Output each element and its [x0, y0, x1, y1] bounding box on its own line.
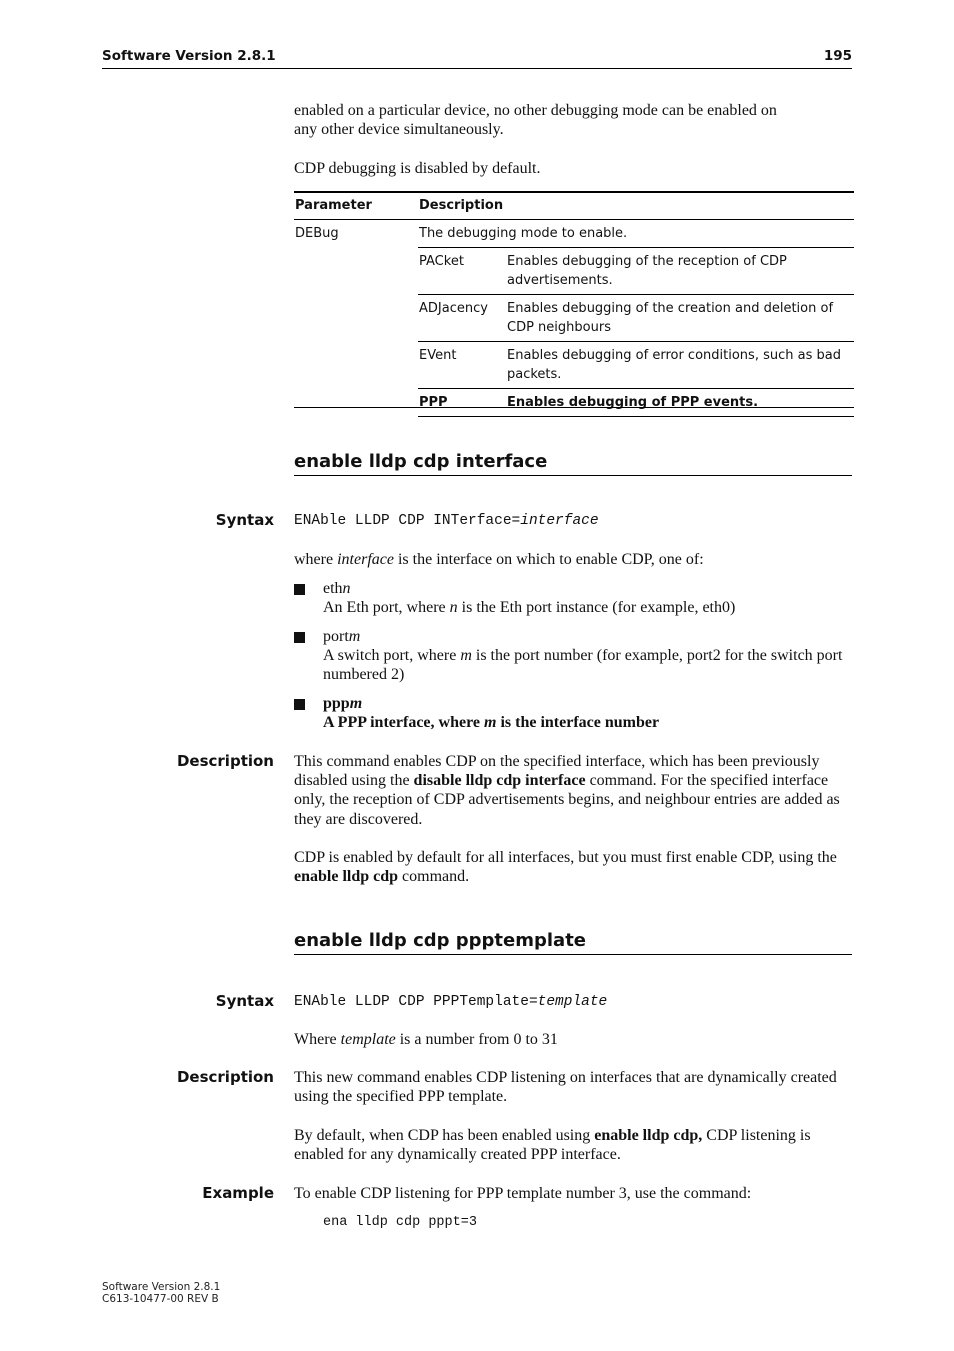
col-header-description: Description [418, 192, 854, 220]
param-desc: The debugging mode to enable. [419, 226, 628, 241]
option-desc: Enables debugging of error conditions, such as bad packets. [506, 342, 854, 389]
example-text: To enable CDP listening for PPP template number 3, use the command: [294, 1185, 752, 1202]
example-label: Example [202, 1184, 274, 1202]
parameter-table [294, 191, 854, 417]
syntax-command: ENAble LLDP CDP INTerface=interface [294, 513, 599, 529]
description-paragraph: By default, when CDP has been enabled using enable lldp cdp, CDP listening is enabled for any dynamically created PPP interface. [294, 1127, 811, 1164]
description-paragraph: CDP is enabled by default for all interfaces, but you must first enable CDP, using the enable lldp cdp command. [294, 849, 837, 886]
bullet-marker [294, 584, 305, 595]
where-text: where interface is the interface on which to enable CDP, one of: [294, 551, 704, 568]
syntax-label: Syntax [215, 992, 274, 1010]
syntax-label: Syntax [215, 511, 274, 529]
list-item: portm A switch port, where m is the port number (for example, port2 for the switch port numbered 2) [323, 628, 843, 684]
header-rule [102, 68, 852, 69]
col-header-parameter: Parameter [294, 192, 418, 220]
bullet-marker [294, 699, 305, 710]
footer: Software Version 2.8.1 C613-10477-00 REV B [102, 1281, 221, 1305]
intro-paragraph: enabled on a particular device, no other debugging mode can be enabled on any other device simultaneously. [294, 102, 777, 139]
example-command: ena lldp cdp pppt=3 [323, 1215, 477, 1230]
option-desc: Enables debugging of PPP events. [506, 389, 854, 417]
list-item: pppm A PPP interface, where m is the interface number [323, 695, 660, 732]
list-item: ethn An Eth port, where n is the Eth port instance (for example, eth0) [323, 580, 736, 617]
table-row [294, 220, 854, 248]
description-paragraph: This new command enables CDP listening on interfaces that are dynamically created using the specified PPP template. [294, 1069, 837, 1106]
page-number: 195 [823, 48, 852, 64]
option-name: PPP [418, 389, 506, 417]
description-paragraph: This command enables CDP on the specified interface, which has been previously disabled using the disable lldp cdp interface command. For the specified interface only, the reception of CDP advertisements begins, and neighbour entries are added as they are discovered. [294, 753, 840, 828]
default-note: CDP debugging is disabled by default. [294, 160, 541, 177]
option-desc: Enables debugging of the reception of CDP advertisements. [506, 248, 854, 295]
section-heading-ppptemplate: enable lldp cdp ppptemplate [294, 930, 852, 955]
running-header-title: Software Version 2.8.1 [102, 48, 276, 64]
description-label: Description [176, 752, 274, 770]
option-name: EVent [418, 342, 506, 389]
option-desc: Enables debugging of the creation and deletion of CDP neighbours [506, 295, 854, 342]
where-text: Where template is a number from 0 to 31 [294, 1031, 558, 1048]
param-name: DEBug [295, 226, 339, 241]
syntax-command: ENAble LLDP CDP PPPTemplate=template [294, 994, 608, 1010]
table-bottom-rule [294, 407, 854, 408]
section-heading-interface: enable lldp cdp interface [294, 451, 852, 476]
description-label: Description [176, 1068, 274, 1086]
bullet-marker [294, 632, 305, 643]
option-name: PACket [418, 248, 506, 295]
option-name: ADJacency [418, 295, 506, 342]
